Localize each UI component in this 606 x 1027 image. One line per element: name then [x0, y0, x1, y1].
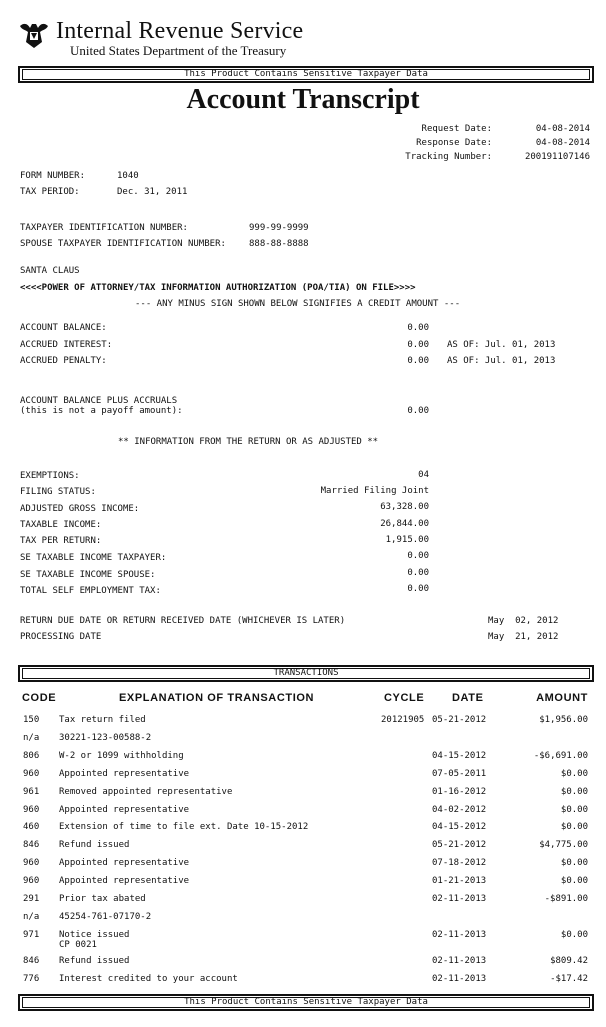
- tx-explanation: Appointed representative: [59, 876, 190, 886]
- accrued-penalty-value: 0.00: [407, 356, 429, 366]
- department-name: United States Department of the Treasury: [70, 43, 287, 58]
- tx-cycle: 20121905: [381, 715, 425, 725]
- tx-explanation: Prior tax abated: [59, 894, 146, 904]
- tx-code: 806: [23, 751, 40, 761]
- tax-per-return-label: TAX PER RETURN:: [20, 536, 102, 546]
- agi-value: 63,328.00: [380, 502, 429, 512]
- tx-amount: -$17.42: [550, 974, 588, 984]
- plus-accruals-label: ACCOUNT BALANCE PLUS ACCRUALS: [20, 396, 178, 406]
- tx-date: 05-21-2012: [432, 840, 487, 850]
- tx-explanation: Refund issued: [59, 956, 130, 966]
- tx-date: 01-16-2012: [432, 787, 487, 797]
- response-date-label: Response Date:: [416, 138, 492, 148]
- tx-explanation: Appointed representative: [59, 858, 190, 868]
- tx-amount: $1,956.00: [539, 715, 588, 725]
- tx-explanation: 30221-123-00588-2: [59, 733, 152, 743]
- tx-explanation: Refund issued: [59, 840, 130, 850]
- filing-status-value: Married Filing Joint: [320, 486, 429, 496]
- tax-per-return-value: 1,915.00: [385, 535, 429, 545]
- tin-value: 999-99-9999: [249, 223, 309, 233]
- tx-explanation: Interest credited to your account: [59, 974, 238, 984]
- due-date-label: RETURN DUE DATE OR RETURN RECEIVED DATE (WHICHEVER IS LATER): [20, 616, 346, 626]
- form-number: 1040: [117, 171, 139, 181]
- tx-amount: $0.00: [560, 876, 588, 886]
- page-title: Account Transcript: [186, 84, 420, 115]
- minus-sign-notice: --- ANY MINUS SIGN SHOWN BELOW SIGNIFIES A CREDIT AMOUNT ---: [135, 299, 461, 309]
- accrued-penalty-label: ACCRUED PENALTY:: [20, 356, 107, 366]
- tx-code: 971: [23, 930, 40, 940]
- spouse-tin-label: SPOUSE TAXPAYER IDENTIFICATION NUMBER:: [20, 239, 226, 249]
- taxpayer-name: SANTA CLAUS: [20, 266, 80, 276]
- sensitive-data-banner-bottom: [18, 994, 594, 1011]
- tx-code: 960: [23, 805, 40, 815]
- taxable-income-value: 26,844.00: [380, 519, 429, 529]
- banner-text: This Product Contains Sensitive Taxpayer Data: [22, 997, 590, 1008]
- filing-status-label: FILING STATUS:: [20, 487, 96, 497]
- transactions-banner-text: TRANSACTIONS: [22, 668, 590, 679]
- transactions-banner: [18, 665, 594, 682]
- tx-code: n/a: [23, 912, 40, 922]
- tx-explanation: 45254-761-07170-2: [59, 912, 152, 922]
- tx-amount: -$891.00: [544, 894, 588, 904]
- se-spouse-value: 0.00: [407, 568, 429, 578]
- col-explanation-header: EXPLANATION OF TRANSACTION: [119, 692, 315, 704]
- tx-explanation: Appointed representative: [59, 769, 190, 779]
- tx-amount: $0.00: [560, 805, 588, 815]
- tx-amount: $0.00: [560, 930, 588, 940]
- due-date-value: May 02, 2012: [488, 616, 559, 626]
- se-taxpayer-label: SE TAXABLE INCOME TAXPAYER:: [20, 553, 167, 563]
- tx-date: 07-05-2011: [432, 769, 487, 779]
- tx-explanation: Tax return filed: [59, 715, 146, 725]
- tx-code: 150: [23, 715, 40, 725]
- tracking-number: 200191107146: [524, 152, 590, 162]
- tx-explanation: W-2 or 1099 withholding: [59, 751, 184, 761]
- tx-date: 02-11-2013: [432, 974, 487, 984]
- agi-label: ADJUSTED GROSS INCOME:: [20, 504, 140, 514]
- total-se-tax-label: TOTAL SELF EMPLOYMENT TAX:: [20, 586, 161, 596]
- tx-code: 460: [23, 822, 40, 832]
- exemptions-value: 04: [418, 470, 429, 480]
- tx-code: 846: [23, 840, 40, 850]
- tx-amount: -$6,691.00: [533, 751, 588, 761]
- account-balance-label: ACCOUNT BALANCE:: [20, 323, 107, 333]
- response-date: 04-08-2014: [535, 138, 590, 148]
- tx-date: 02-11-2013: [432, 894, 487, 904]
- plus-accruals-value: 0.00: [407, 406, 429, 416]
- agency-name: Internal Revenue Service: [56, 18, 304, 44]
- account-balance-value: 0.00: [407, 323, 429, 333]
- tx-date: 02-11-2013: [432, 930, 487, 940]
- col-code-header: CODE: [22, 692, 57, 704]
- spouse-tin-value: 888-88-8888: [249, 239, 309, 249]
- tx-code: 960: [23, 858, 40, 868]
- tx-date: 04-15-2012: [432, 751, 487, 761]
- tx-explanation-detail: CP 0021: [59, 940, 97, 950]
- tx-amount: $0.00: [560, 769, 588, 779]
- tx-explanation: Removed appointed representative: [59, 787, 233, 797]
- tx-explanation: Appointed representative: [59, 805, 190, 815]
- poa-notice: <<<<POWER OF ATTORNEY/TAX INFORMATION AUTHORIZATION (POA/TIA) ON FILE>>>>: [20, 283, 416, 293]
- exemptions-label: EXEMPTIONS:: [20, 471, 80, 481]
- request-date: 04-08-2014: [535, 124, 590, 134]
- tx-code: 291: [23, 894, 40, 904]
- tin-label: TAXPAYER IDENTIFICATION NUMBER:: [20, 223, 188, 233]
- col-date-header: DATE: [452, 692, 484, 704]
- tx-date: 04-02-2012: [432, 805, 487, 815]
- return-info-heading: ** INFORMATION FROM THE RETURN OR AS ADJUSTED **: [118, 437, 379, 447]
- request-date-label: Request Date:: [421, 124, 492, 134]
- processing-date-label: PROCESSING DATE: [20, 632, 102, 642]
- tx-code: 846: [23, 956, 40, 966]
- tx-amount: $0.00: [560, 858, 588, 868]
- tx-amount: $809.42: [550, 956, 588, 966]
- se-spouse-label: SE TAXABLE INCOME SPOUSE:: [20, 570, 156, 580]
- tx-code: 960: [23, 769, 40, 779]
- tx-date: 05-21-2012: [432, 715, 487, 725]
- accrued-interest-asof: AS OF: Jul. 01, 2013: [447, 340, 556, 350]
- tracking-number-label: Tracking Number:: [405, 152, 492, 162]
- tx-amount: $4,775.00: [539, 840, 588, 850]
- sensitive-data-banner-top: [18, 66, 594, 83]
- tax-period: Dec. 31, 2011: [117, 187, 188, 197]
- tx-code: 776: [23, 974, 40, 984]
- accrued-interest-value: 0.00: [407, 340, 429, 350]
- tx-code: 960: [23, 876, 40, 886]
- tx-date: 02-11-2013: [432, 956, 487, 966]
- processing-date-value: May 21, 2012: [488, 632, 559, 642]
- se-taxpayer-value: 0.00: [407, 551, 429, 561]
- col-cycle-header: CYCLE: [384, 692, 425, 704]
- tx-code: n/a: [23, 733, 40, 743]
- taxable-income-label: TAXABLE INCOME:: [20, 520, 102, 530]
- tx-date: 01-21-2013: [432, 876, 487, 886]
- tx-code: 961: [23, 787, 40, 797]
- tax-period-label: TAX PERIOD:: [20, 187, 80, 197]
- tx-explanation: Notice issued: [59, 930, 130, 940]
- irs-eagle-logo-icon: [18, 20, 50, 50]
- plus-accruals-note: (this is not a payoff amount):: [20, 406, 183, 416]
- accrued-interest-label: ACCRUED INTEREST:: [20, 340, 113, 350]
- tx-date: 07-18-2012: [432, 858, 487, 868]
- form-number-label: FORM NUMBER:: [20, 171, 86, 181]
- tx-amount: $0.00: [560, 822, 588, 832]
- tx-explanation: Extension of time to file ext. Date 10-15-2012: [59, 822, 309, 832]
- col-amount-header: AMOUNT: [536, 692, 588, 704]
- accrued-penalty-asof: AS OF: Jul. 01, 2013: [447, 356, 556, 366]
- banner-text: This Product Contains Sensitive Taxpayer Data: [22, 69, 590, 80]
- total-se-tax-value: 0.00: [407, 584, 429, 594]
- tx-date: 04-15-2012: [432, 822, 487, 832]
- tx-amount: $0.00: [560, 787, 588, 797]
